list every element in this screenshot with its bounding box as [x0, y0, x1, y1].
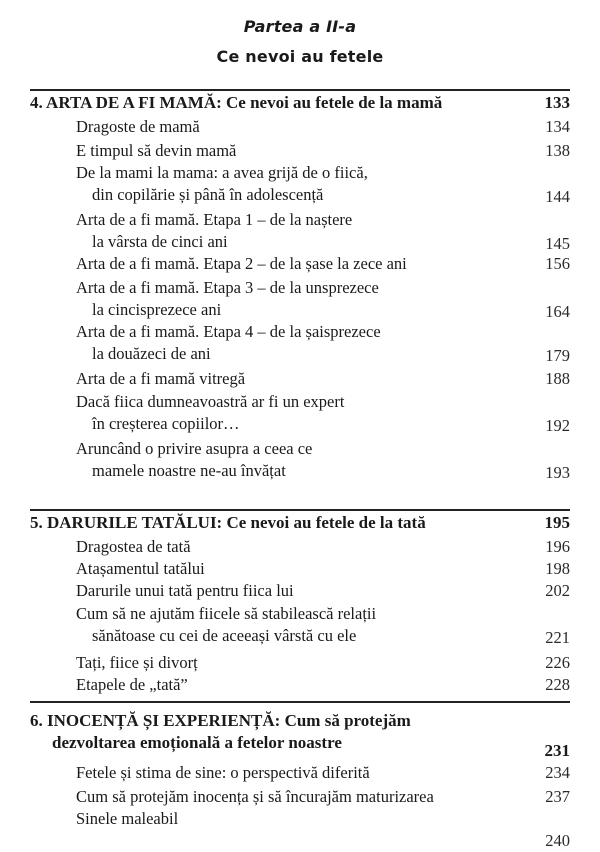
toc-entry[interactable] — [76, 209, 546, 253]
part-title: Ce nevoi au fetele — [216, 47, 384, 66]
toc-entry-text: în creșterea copiilor… — [92, 414, 240, 433]
toc-entry[interactable] — [76, 391, 546, 435]
toc-entry-text: Cum să protejăm inocența și să încurajăm maturizarea — [76, 787, 434, 806]
toc-entry[interactable] — [76, 808, 546, 830]
toc-entry-text: Fetele și stima de sine: o perspectivă diferită — [76, 763, 370, 782]
toc-entry-page-number: 196 — [545, 537, 570, 556]
chapter-page-number: 231 — [544, 741, 570, 760]
toc-entry-text: Arta de a fi mamă. Etapa 3 – de la unsprezece — [76, 278, 379, 297]
toc-entry-text: Cum să ne ajutăm fiicele să stabilească relații — [76, 604, 377, 623]
toc-entry[interactable] — [76, 558, 546, 580]
toc-entry[interactable] — [76, 652, 546, 674]
toc-entry[interactable] — [76, 253, 546, 275]
toc-entry-text: Arta de a fi mamă. Etapa 1 – de la naștere — [76, 210, 353, 229]
toc-entry-page-number: 202 — [545, 581, 570, 600]
toc-entry-text: Arta de a fi mamă. Etapa 4 – de la șaisprezece — [76, 322, 381, 341]
toc-entry-text: Tați, fiice și divorț — [76, 653, 198, 672]
toc-entry-text: din copilărie și până în adolescență — [92, 185, 324, 204]
toc-entry-page-number: 144 — [545, 187, 570, 206]
toc-entry[interactable] — [76, 580, 546, 602]
toc-entry-page-number: 221 — [545, 628, 570, 647]
toc-entry-page-number: 237 — [545, 787, 570, 806]
toc-entry[interactable] — [76, 603, 546, 647]
toc-entry-page-number: 188 — [545, 369, 570, 388]
toc-entry[interactable] — [76, 762, 546, 784]
toc-entry[interactable] — [76, 140, 546, 162]
toc-entry-text: Etapele de „tată” — [76, 675, 188, 694]
toc-entry[interactable] — [76, 368, 546, 390]
toc-entry-text: De la mami la mama: a avea grijă de o fiică, — [76, 163, 368, 182]
toc-entry-page-number: 164 — [545, 302, 570, 321]
toc-entry-text: sănătoase cu cei de aceeași vârstă cu ele — [92, 626, 357, 645]
toc-entry-page-number: 228 — [545, 675, 570, 694]
toc-entry-text: Arta de a fi mamă vitregă — [76, 369, 246, 388]
chapter-divider — [30, 509, 570, 511]
toc-entry-page-number: 145 — [545, 234, 570, 253]
toc-entry-page-number: 192 — [545, 416, 570, 435]
toc-entry-page-number: 193 — [545, 463, 570, 482]
toc-entry-page-number: 240 — [545, 831, 570, 850]
toc-entry-text: Dacă fiica dumneavoastră ar fi un expert — [76, 392, 345, 411]
toc-entry-text: Aruncând o privire asupra a ceea ce — [76, 439, 313, 458]
toc-entry-text: Arta de a fi mamă. Etapa 2 – de la șase la zece ani — [76, 254, 407, 273]
toc-entry-text: Atașamentul tatălui — [76, 559, 205, 578]
chapter-title: 4. ARTA DE A FI MAMĂ: Ce nevoi au fetele de la mamă — [30, 93, 443, 112]
toc-entry[interactable] — [76, 162, 546, 206]
toc-entry-text: la douăzeci de ani — [92, 344, 211, 363]
part-label: Partea a II-a — [243, 17, 357, 36]
chapter-page-number: 133 — [544, 93, 570, 112]
toc-entry-text: Darurile unui tată pentru fiica lui — [76, 581, 294, 600]
chapter-title: 5. DARURILE TATĂLUI: Ce nevoi au fetele de la tată — [30, 513, 426, 532]
toc-entry-page-number: 234 — [545, 763, 570, 782]
chapter-divider — [30, 701, 570, 703]
chapter-divider — [30, 89, 570, 91]
toc-entry[interactable] — [76, 674, 546, 696]
chapter-title: dezvoltarea emoțională a fetelor noastre — [52, 733, 342, 752]
chapter-title: 6. INOCENȚĂ ȘI EXPERIENȚĂ: Cum să protejăm — [30, 711, 411, 730]
toc-entry[interactable] — [76, 116, 546, 138]
toc-entry-page-number: 179 — [545, 346, 570, 365]
toc-entry-page-number: 226 — [545, 653, 570, 672]
toc-entry-text: mamele noastre ne-au învățat — [92, 461, 286, 480]
toc-entry-text: Sinele maleabil — [76, 809, 179, 828]
toc-entry[interactable] — [76, 277, 546, 321]
toc-entry-text: la vârsta de cinci ani — [92, 232, 228, 251]
toc-entry-text: E timpul să devin mamă — [76, 141, 237, 160]
toc-entry-text: Dragostea de tată — [76, 537, 191, 556]
toc-entry-page-number: 156 — [545, 254, 570, 273]
toc-entry-page-number: 138 — [545, 141, 570, 160]
toc-entry[interactable] — [76, 321, 546, 365]
toc-entry[interactable] — [76, 438, 546, 482]
toc-entry[interactable] — [76, 536, 546, 558]
chapter-page-number: 195 — [544, 513, 570, 532]
toc-entry-text: la cincisprezece ani — [92, 300, 222, 319]
toc-entry-text: Dragoste de mamă — [76, 117, 200, 136]
toc-entry-page-number: 134 — [545, 117, 570, 136]
toc-entry[interactable] — [76, 786, 546, 808]
toc-entry-page-number: 198 — [545, 559, 570, 578]
